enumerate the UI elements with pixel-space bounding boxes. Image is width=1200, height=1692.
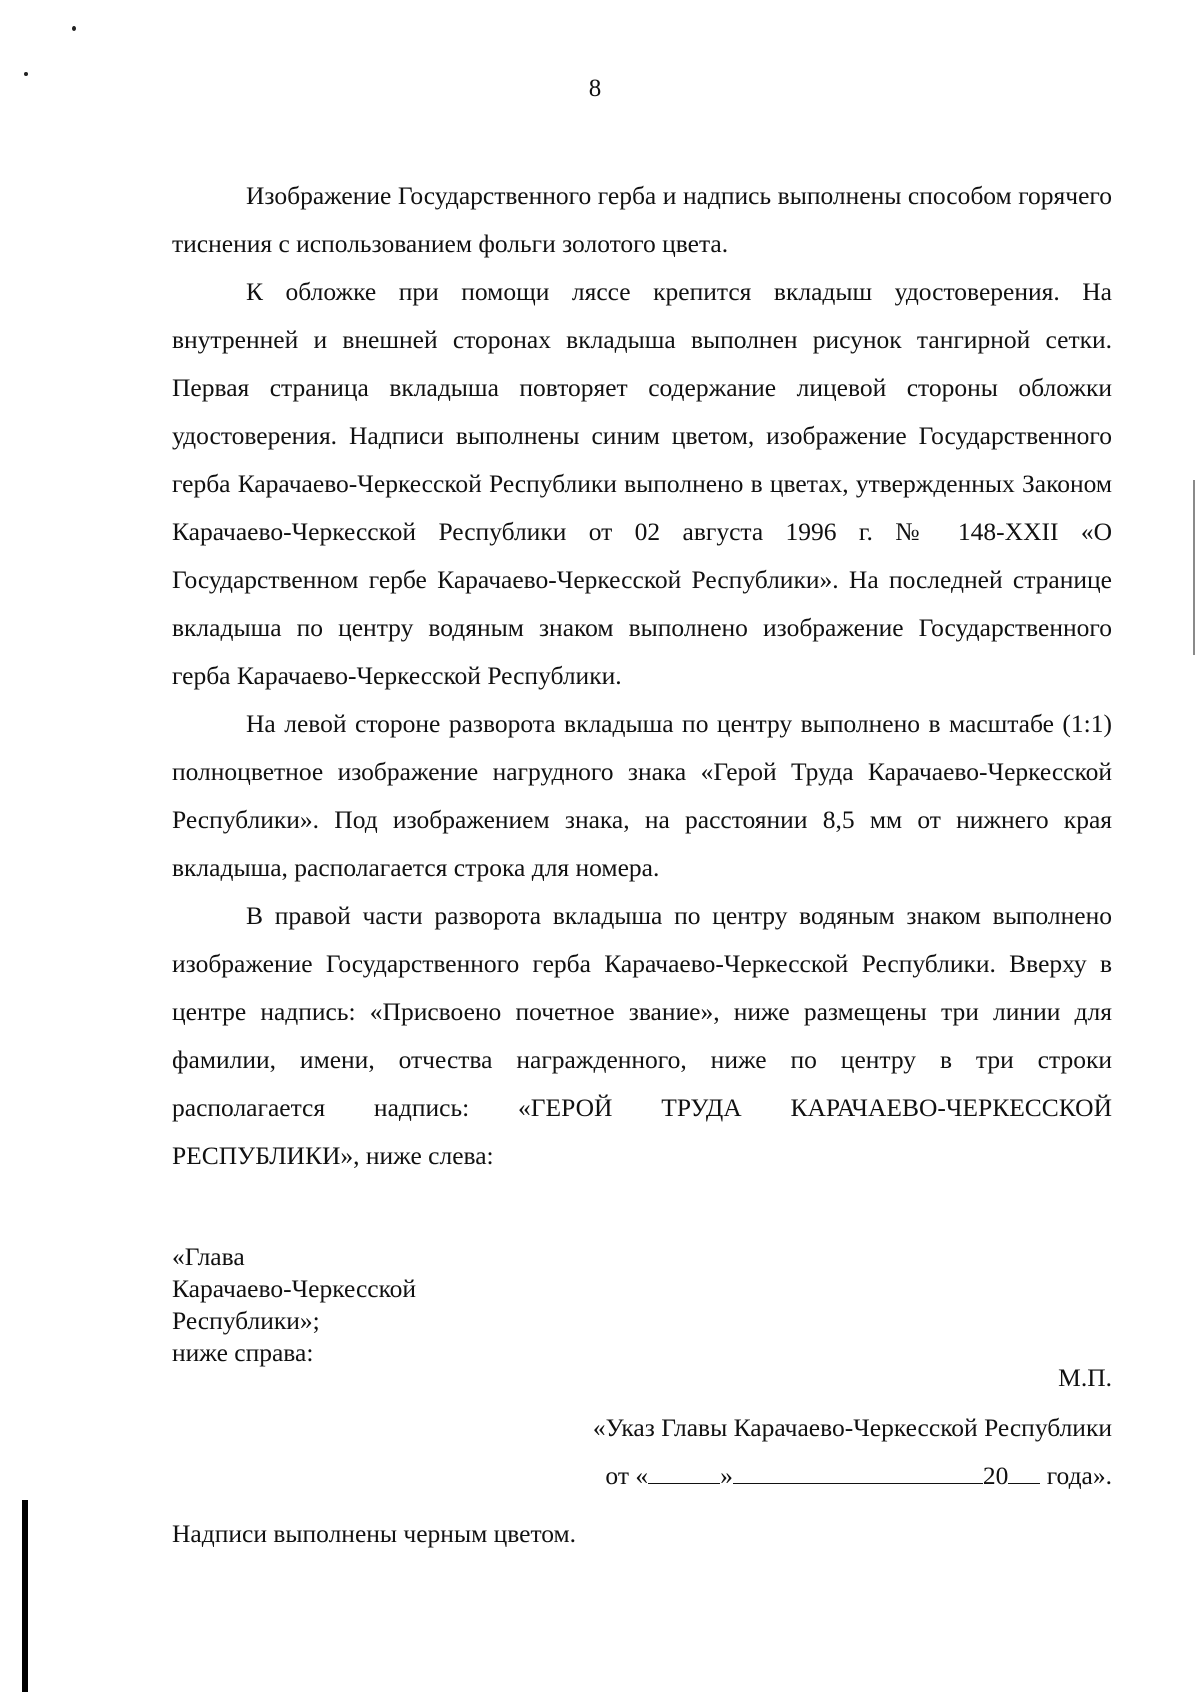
paragraph: В правой части разворота вкладыша по центру водяным знаком выполнено изображение Государственного герба Карачаево-Черкесской Республики. Вверху в центре надпись: «Присвоено почетное звание», ниже размещены три линии для фамилии, имени, отчества награжденного, ниже по центру в три строки располагается надпись: «ГЕРОЙ ТРУДА КАРАЧАЕВО-ЧЕРКЕССКОЙ РЕСПУБЛИКИ», ниже слева: — [172, 901, 1112, 1170]
year-blank — [1008, 1461, 1040, 1484]
stamp-place-label: М.П. — [1058, 1363, 1112, 1392]
paragraph: К обложке при помощи ляссе крепится вкладыш удостоверения. На внутренней и внешней сторонах вкладыша выполнен рисунок тангирной сетки. Первая страница вкладыша повторяет содержание лицевой стороны обложки удостоверения. Надписи выполнены синим цветом, изображение Государственного герба Карачаево-Черкесской Республики выполнено в цветах, утвержденных Законом Карачаево-Черкесской Республики от 02 августа 1996 г. № 148-XXII «О Государственном гербе Карачаево-Черкесской Республики». На последней странице вкладыша по центру водяным знаком выполнено изображение Государственного герба Карачаево-Черкесской Республики. — [172, 277, 1112, 690]
signature-line: Республики»; — [172, 1306, 320, 1335]
year-prefix: 20 — [982, 1461, 1009, 1490]
scan-edge-left — [22, 1500, 28, 1692]
page-number: 8 — [588, 75, 602, 102]
date-mid: » — [720, 1461, 733, 1490]
decree-title: «Указ Главы Карачаево-Черкесской Республики — [592, 1413, 1112, 1442]
decree-date-line — [605, 1460, 1112, 1492]
paragraph: Изображение Государственного герба и надпись выполнены способом горячего тиснения с использованием фольги золотого цвета. — [172, 181, 1112, 258]
scan-speck — [72, 26, 76, 31]
signature-line: Карачаево-Черкесской — [172, 1274, 417, 1303]
document-body — [172, 172, 1112, 1180]
signature-line: ниже справа: — [172, 1338, 314, 1367]
day-blank — [648, 1461, 720, 1484]
month-blank — [733, 1461, 983, 1484]
date-suffix: года». — [1040, 1461, 1112, 1490]
signature-block — [172, 1241, 416, 1369]
final-note: Надписи выполнены черным цветом. — [172, 1519, 577, 1548]
scan-edge-right — [1193, 480, 1195, 655]
signature-line: «Глава — [172, 1242, 245, 1271]
paragraph: На левой стороне разворота вкладыша по центру выполнено в масштабе (1:1) полноцветное изображение нагрудного знака «Герой Труда Карачаево-Черкесской Республики». Под изображением знака, на расстоянии 8,5 мм от нижнего края вкладыша, располагается строка для номера. — [172, 709, 1112, 882]
date-prefix: от « — [605, 1461, 649, 1490]
